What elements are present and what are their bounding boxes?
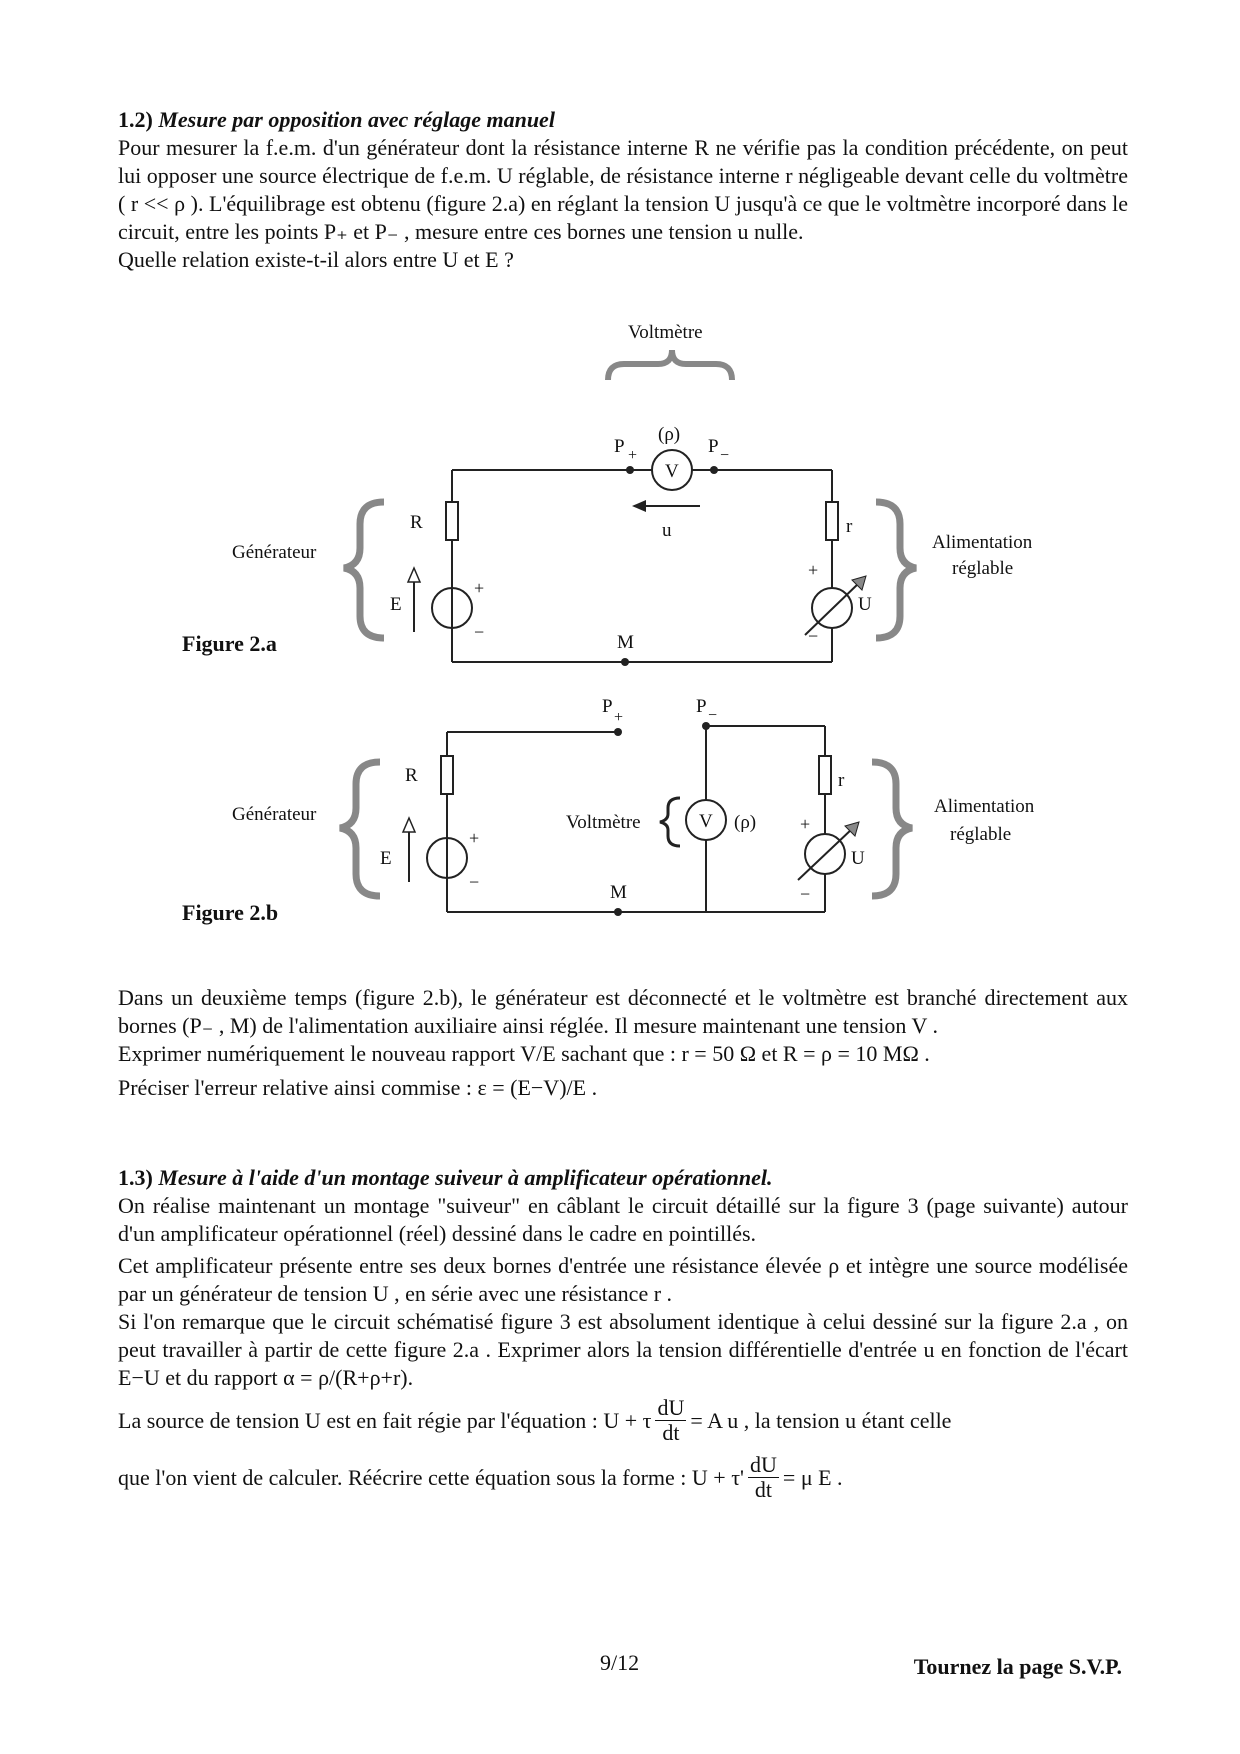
page-number: 9/12 (600, 1650, 640, 1675)
label-U: U (858, 594, 872, 615)
label-p-minus-sign: − (720, 447, 730, 464)
label-voltmetre: Voltmètre (628, 322, 703, 343)
after-figures (118, 984, 1128, 1102)
fraction-dU-dt (655, 1396, 686, 1445)
generator-brace (344, 502, 384, 638)
label-gen-minus: − (474, 622, 485, 642)
label-u: u (662, 520, 672, 541)
paragraph: On réalise maintenant un montage "suiveur" en câblant le circuit détaillé sur la figure 3 (page suivante) autour d'un amplificateur opérationnel (réel) dessiné dans le cadre en pointillés. (118, 1193, 1128, 1246)
alimentation-brace (872, 762, 912, 896)
label-voltmetre: Voltmètre (566, 812, 641, 833)
fraction-denominator: dt (662, 1420, 680, 1445)
label-r: r (838, 770, 845, 791)
resistor-r (819, 756, 831, 794)
figure-2b (0, 690, 1240, 930)
fraction-numerator: dU (657, 1395, 685, 1420)
label-generateur: Générateur (232, 542, 317, 563)
section-1-2-heading (118, 106, 1128, 134)
label-p-plus: P (602, 696, 613, 717)
figure-2a (0, 310, 1240, 670)
label-reglable: réglable (952, 558, 1014, 579)
equation-2-text: que l'on vient de calculer. Réécrire cette équation sous la forme : U + τ' (118, 1464, 745, 1490)
label-M: M (617, 632, 634, 653)
label-R: R (405, 765, 418, 786)
generator-brace (340, 762, 380, 896)
voltmeter-brace (660, 798, 680, 846)
label-R: R (410, 512, 423, 533)
fraction-dU-dt (748, 1453, 779, 1502)
alimentation-brace (876, 502, 916, 638)
label-gen-minus: − (469, 872, 480, 892)
label-alimentation: Alimentation (932, 532, 1033, 553)
label-generateur: Générateur (232, 804, 317, 825)
label-gen-plus: + (469, 828, 480, 848)
label-alim-minus: − (808, 626, 819, 646)
label-alimentation: Alimentation (934, 796, 1035, 817)
paragraph: Cet amplificateur présente entre ses deux bornes d'entrée une résistance élevée ρ et intègre une source modélisée par un générateur de tension U , en série avec une résistance r . (118, 1253, 1128, 1306)
figure-2b-circuit (0, 690, 1240, 930)
paragraph: Si l'on remarque que le circuit schématisé figure 3 est absolument identique à celui dessiné sur la figure 2.a , on peut travailler à partir de cette figure 2.a . Exprimer alors la tension différentielle d'entrée u en fonction de l'écart E−U et du rapport α = ρ/(R+ρ+r). (118, 1309, 1128, 1390)
section-1-3-heading (118, 1164, 1128, 1192)
voltmeter-brace (608, 350, 732, 380)
label-p-minus: P (696, 696, 707, 717)
paragraph: Pour mesurer la f.e.m. d'un générateur dont la résistance interne R ne vérifie pas la condition précédente, on peut lui opposer une source électrique de f.e.m. U réglable, de résistance interne r négligeable devant celle du voltmètre ( r << ρ ). L'équilibrage est obtenu (figure 2.a) en réglant la tension U jusqu'à ce que le voltmètre incorporé dans le circuit, entre les points P₊ et P₋ , mesure entre ces bornes une tension u nulle. (118, 135, 1128, 244)
resistor-r (826, 502, 838, 540)
equation-2 (118, 1453, 1128, 1502)
node-M (614, 908, 622, 916)
label-r: r (846, 516, 853, 537)
label-V: V (699, 811, 713, 832)
label-p-plus-sign: + (628, 447, 638, 464)
paragraph: Exprimer numériquement le nouveau rapport V/E sachant que : r = 50 Ω et R = ρ = 10 MΩ . (118, 1041, 930, 1066)
label-p-plus-sign: + (614, 709, 624, 726)
label-p-minus: P (708, 436, 719, 457)
label-rho: (ρ) (658, 424, 681, 445)
equation-1 (118, 1396, 1128, 1445)
label-alim-plus: + (808, 560, 819, 580)
section-title: Mesure par opposition avec réglage manuel (158, 107, 555, 132)
label-V: V (665, 461, 679, 482)
turn-page-note: Tournez la page S.V.P. (913, 1654, 1122, 1679)
figure-2a-label: Figure 2.a (182, 631, 277, 656)
resistor-R (446, 502, 458, 540)
equation-1-rest: = A u , la tension u étant celle (690, 1407, 952, 1433)
label-E: E (380, 848, 392, 869)
label-reglable: réglable (950, 824, 1012, 845)
question: Quelle relation existe-t-il alors entre U et E ? (118, 247, 514, 272)
section-number: 1.2) (118, 107, 153, 132)
label-alim-plus: + (800, 814, 811, 834)
label-M: M (610, 882, 627, 903)
fraction-denominator: dt (754, 1477, 773, 1502)
label-E: E (390, 594, 402, 615)
node-M (621, 658, 629, 666)
node-P-plus (614, 728, 622, 736)
section-1-3 (118, 1164, 1128, 1502)
label-alim-minus: − (800, 884, 811, 904)
section-title: Mesure à l'aide d'un montage suiveur à amplificateur opérationnel. (158, 1165, 773, 1190)
label-U: U (851, 848, 865, 869)
label-p-plus: P (614, 436, 625, 457)
figure-2b-label: Figure 2.b (182, 900, 279, 925)
paragraph: Dans un deuxième temps (figure 2.b), le générateur est déconnecté et le voltmètre est branché directement aux bornes (P₋ , M) de l'alimentation auxiliaire ainsi réglée. Il mesure maintenant une tension V . (118, 985, 1128, 1038)
label-gen-plus: + (474, 578, 485, 598)
label-p-minus-sign: − (708, 707, 718, 724)
equation-2-rest: = μ E . (782, 1464, 843, 1490)
equation-1-text: La source de tension U est en fait régie par l'équation : U + τ (118, 1407, 652, 1433)
fraction-numerator: dU (750, 1452, 777, 1477)
resistor-R (441, 756, 453, 794)
section-1-2 (118, 106, 1128, 274)
figure-2a-circuit (0, 310, 1240, 670)
section-number: 1.3) (118, 1165, 153, 1190)
label-rho: (ρ) (734, 812, 757, 833)
paragraph: Préciser l'erreur relative ainsi commise : ε = (E−V)/E . (118, 1075, 598, 1100)
